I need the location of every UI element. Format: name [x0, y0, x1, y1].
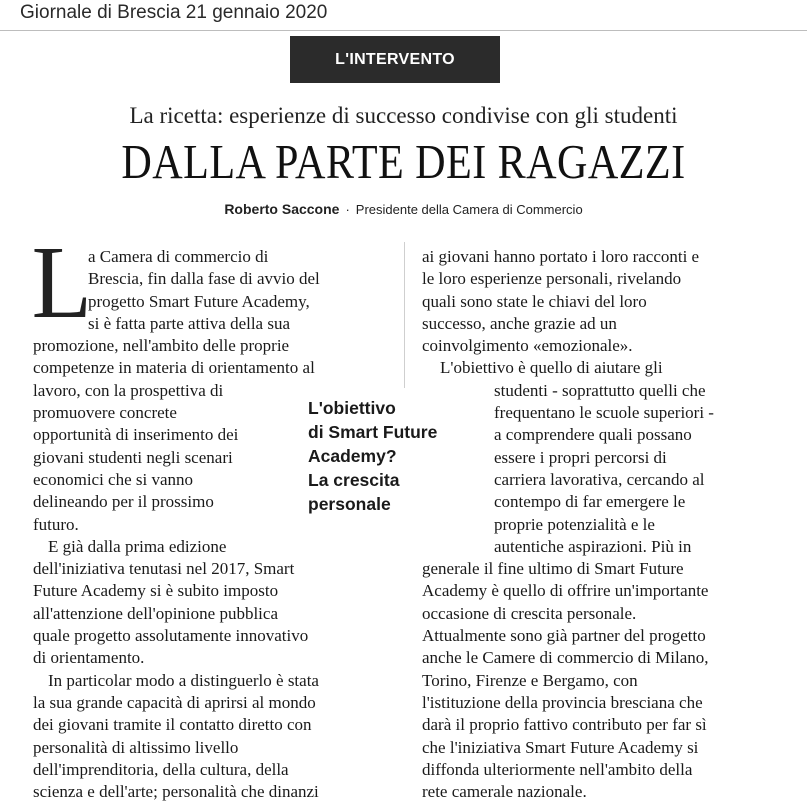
article-line: le loro esperienze personali, rivelando [422, 269, 682, 289]
pull-quote-line: di Smart Future [308, 422, 438, 442]
article-line: opportunità di inserimento dei [33, 425, 239, 445]
article-line: studenti - soprattutto quelli che [494, 380, 706, 400]
article-line: dei giovani tramite il contatto diretto con [33, 715, 312, 735]
article-line: rete camerale nazionale. [422, 782, 587, 802]
article-line: generale il fine ultimo di Smart Future [422, 559, 684, 579]
publication-source: Giornale di Brescia 21 gennaio 2020 [20, 2, 328, 23]
article-line: scienza e dell'arte; personalità che dinanzi [33, 782, 319, 802]
article-line: promozione, nell'ambito delle proprie [33, 336, 290, 356]
header-divider [0, 30, 807, 31]
article-line: promuovere concrete [33, 403, 177, 423]
article-line: di orientamento. [33, 648, 145, 668]
article-line: proprie potenzialità e le [494, 514, 655, 534]
article-line: dell'iniziativa tenutasi nel 2017, Smart [33, 559, 295, 579]
column-divider [404, 242, 405, 388]
article-line: carriera lavorativa, cercando al [494, 469, 705, 489]
byline [0, 201, 807, 217]
article-line: giovani studenti negli scenari [33, 447, 233, 467]
article-line: Attualmente sono già partner del progetto [422, 626, 706, 646]
article-line: si è fatta parte attiva della sua [88, 313, 291, 333]
article-line: economici che si vanno [33, 469, 194, 489]
article-line: la sua grande capacità di aprirsi al mondo [33, 692, 316, 712]
article-line: successo, anche grazie ad un [422, 313, 617, 333]
article-line: a comprendere quali possano [494, 425, 692, 445]
article-line: coinvolgimento «emozionale». [422, 336, 633, 356]
pull-quote-line: L'obiettivo [308, 398, 396, 418]
article-line: essere i propri percorsi di [494, 447, 667, 467]
article-line: quali sono state le chiavi del loro [422, 291, 647, 311]
article-line: progetto Smart Future Academy, [88, 291, 310, 311]
article-line: a Camera di commercio di [88, 247, 269, 266]
article-line: E già dalla prima edizione [48, 536, 227, 556]
article-line: frequentano le scuole superiori - [494, 403, 714, 423]
article-column-left [33, 246, 320, 803]
pull-quote-line: Academy? [308, 446, 397, 466]
article-line: competenze in materia di orientamento al [33, 358, 315, 378]
article-line: all'attenzione dell'opinione pubblica [33, 603, 278, 623]
byline-role: Presidente della Camera di Commercio [355, 202, 583, 217]
section-label: L'INTERVENTO [290, 36, 500, 83]
drop-cap: L [31, 225, 92, 340]
article-line: che l'iniziativa Smart Future Academy si [422, 737, 699, 757]
byline-author: Roberto Saccone [224, 201, 340, 217]
pull-quote-line: La crescita [308, 470, 400, 490]
article-line: ai giovani hanno portato i loro racconti e [422, 247, 700, 266]
article-line: Future Academy si è subito imposto [33, 581, 279, 601]
kicker: La ricetta: esperienze di successo condivise con gli studenti [129, 103, 678, 128]
article-line: L'obiettivo è quello di aiutare gli [440, 358, 663, 378]
article-line: Brescia, fin dalla fase di avvio del [88, 269, 320, 289]
article-line: futuro. [33, 514, 79, 534]
pull-quote-line: personale [308, 494, 391, 514]
headline: DALLA PARTE DEI RAGAZZI [121, 134, 686, 189]
article-line: quale progetto assolutamente innovativo [33, 626, 309, 646]
pull-quote [308, 396, 437, 516]
article-line: anche le Camere di commercio di Milano, [422, 648, 709, 668]
article-line: In particolar modo a distinguerlo è stata [48, 670, 319, 690]
article-line: Academy è quello di offrire un'importante [422, 581, 709, 601]
article-line: dell'imprenditoria, della cultura, della [33, 759, 289, 779]
article-line: personalità di altissimo livello [33, 737, 239, 757]
article-line: l'istituzione della provincia bresciana che [422, 692, 703, 712]
article-line: contempo di far emergere le [494, 492, 686, 512]
article-line: darà il proprio fattivo contributo per far sì [422, 715, 707, 735]
article-line: autentiche aspirazioni. Più in [494, 536, 692, 556]
byline-separator: · [345, 202, 350, 217]
article-line: occasione di crescita personale. [422, 603, 637, 623]
article-line: Torino, Firenze e Bergamo, con [422, 670, 638, 690]
article-column-right [422, 246, 714, 803]
article-line: diffonda ulteriormente nell'ambito della [422, 759, 693, 779]
article-line: lavoro, con la prospettiva di [33, 380, 224, 400]
article-line: delineando per il prossimo [33, 492, 214, 512]
